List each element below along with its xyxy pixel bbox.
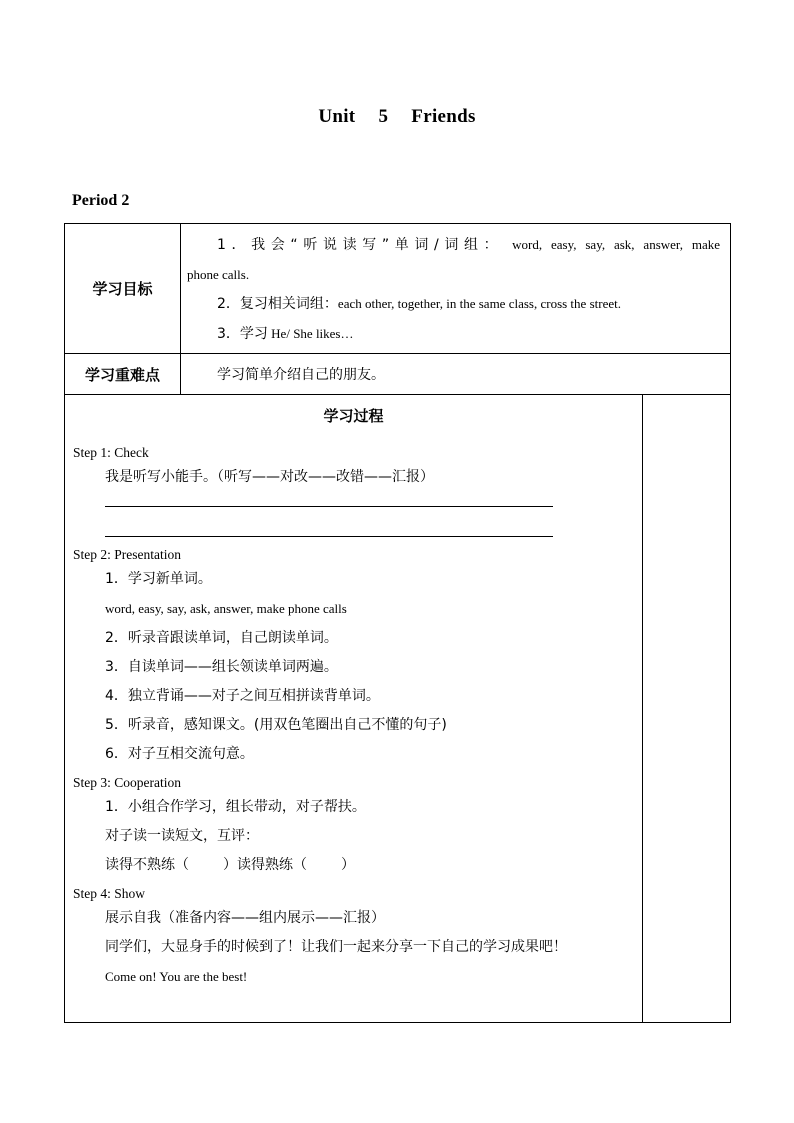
document-title: Unit 5 Friends [318,106,476,127]
difficulties-heading: 学习重难点 [65,354,181,395]
objective-item-1: 1．我会“听说读写”单词/词组： word, easy, say, ask, answer, make [217,237,721,253]
process-heading: 学习过程 [323,407,384,425]
answer-line-2 [105,536,553,537]
step-1-title: Step 1: Check [73,445,149,460]
process-row [65,395,731,1023]
step-4-title: Step 4: Show [73,886,146,901]
step-1-line-1: 我是听写小能手。（听写——对改——改错——汇报） [105,469,434,485]
step-4-line-3: Come on! You are the best! [105,969,248,984]
step-2-line-3: 3．自读单词——组长领读单词两遍。 [105,659,338,675]
step-3-line-3: 读得不熟练（ ）读得熟练（ ） [105,857,355,873]
step-2-title: Step 2: Presentation [73,547,181,562]
step-2-line-2: 2．听录音跟读单词，自己朗读单词。 [105,630,338,646]
step-2-line-6: 6．对子互相交流句意。 [105,746,254,762]
step-2-words: word, easy, say, ask, answer, make phone calls [105,601,347,616]
step-2-line-5: 5．听录音，感知课文。(用双色笔圈出自己不懂的句子) [105,717,447,733]
step-4-line-2: 同学们，大显身手的时候到了！让我们一起来分享一下自己的学习成果吧！ [105,939,567,955]
objective-item-2: 2．复习相关词组：each other, together, in the same class, cross the street. [217,296,621,312]
step-2-line-1: 1．学习新单词。 [105,571,212,587]
step-3-title: Step 3: Cooperation [73,775,181,790]
difficulties-row [65,354,731,395]
step-4-line-1: 展示自我（准备内容——组内展示——汇报） [105,910,385,926]
step-3-line-2: 对子读一读短文，互评： [105,828,259,844]
notes-column [643,395,731,1023]
process-cell [65,395,643,1023]
difficulties-text: 学习简单介绍自己的朋友。 [181,354,731,395]
objectives-heading: 学习目标 [65,224,181,354]
step-2-line-4: 4．独立背诵——对子之间互相拼读背单词。 [105,688,380,704]
step-3-line-1: 1．小组合作学习，组长带动，对子帮扶。 [105,799,366,815]
objectives-content [181,224,731,354]
answer-line-1 [105,506,553,507]
objective-item-3: 3．学习 He/ She likes… [217,326,354,342]
objective-item-1-continued: phone calls. [187,267,250,282]
lesson-plan-table [64,223,731,1023]
period-label: Period 2 [72,192,130,209]
objectives-row [65,224,731,354]
